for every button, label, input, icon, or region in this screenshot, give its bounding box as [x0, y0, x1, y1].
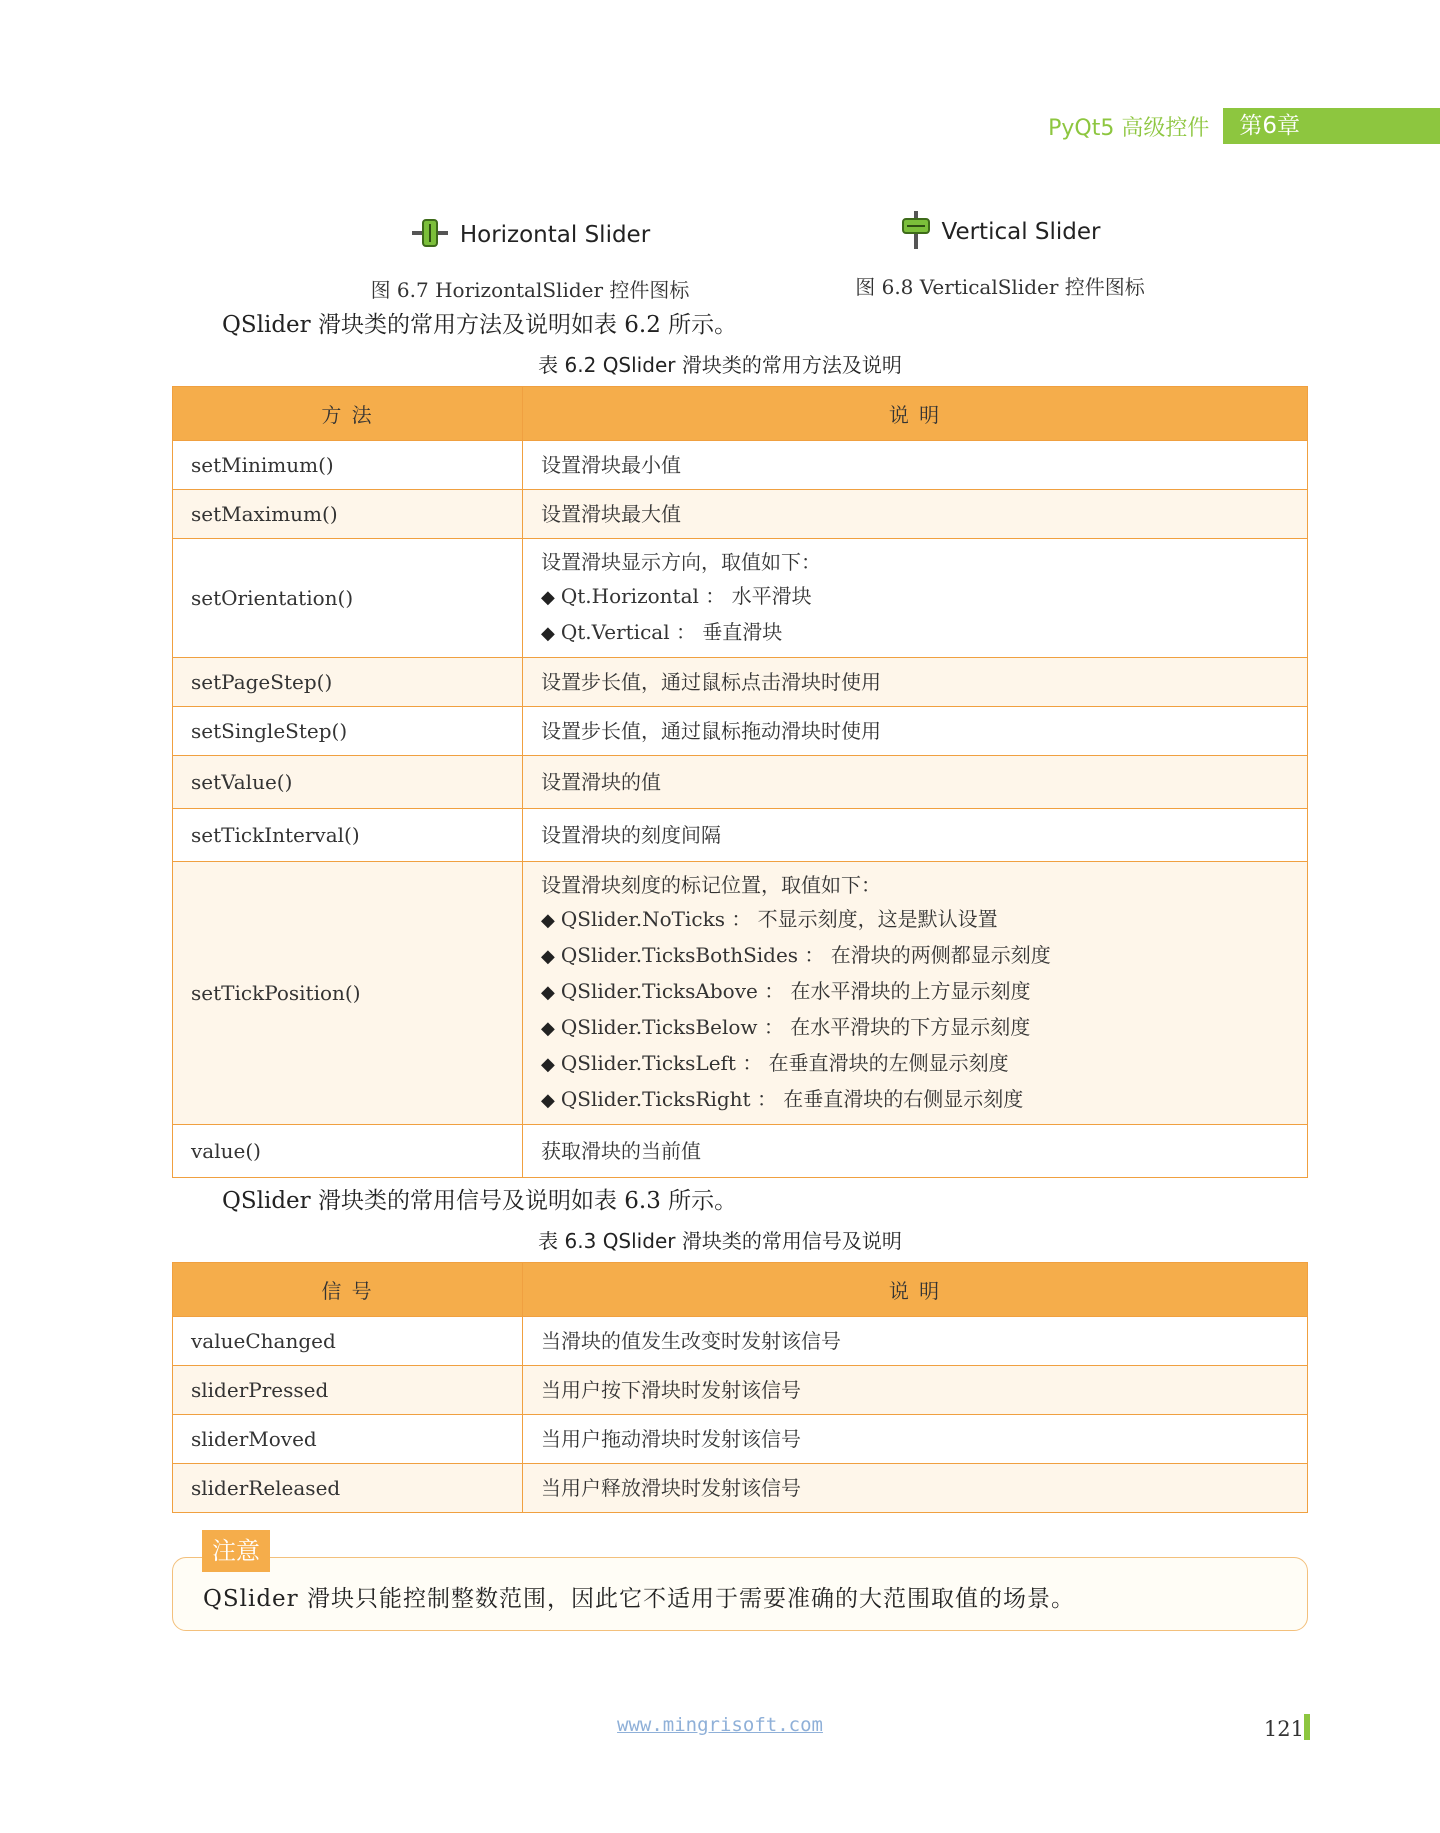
page-number-bar — [1304, 1714, 1310, 1740]
method-name: setTickInterval() — [173, 809, 523, 862]
method-description: 获取滑块的当前值 — [523, 1125, 1308, 1178]
table-row — [173, 707, 1308, 756]
table-row — [173, 756, 1308, 809]
intro-paragraph-methods: QSlider 滑块类的常用方法及说明如表 6.2 所示。 — [222, 312, 738, 338]
table-header-row — [173, 1263, 1308, 1317]
signal-name: sliderPressed — [173, 1366, 523, 1415]
book-section-title: PyQt5 高级控件 — [1048, 115, 1210, 141]
figure-label: Horizontal Slider — [459, 222, 651, 248]
table-row — [173, 1415, 1308, 1464]
bullet-item: ◆ QSlider.TicksAbove ： 在水平滑块的上方显示刻度 — [541, 974, 1289, 1010]
bullet-item: ◆ QSlider.NoTicks ： 不显示刻度，这是默认设置 — [541, 902, 1289, 938]
method-description: 设置滑块最小值 — [523, 441, 1308, 490]
method-name: setMaximum() — [173, 490, 523, 539]
page-header — [1048, 108, 1440, 144]
bullet-item: ◆ QSlider.TicksLeft ： 在垂直滑块的左侧显示刻度 — [541, 1046, 1289, 1082]
method-description — [523, 539, 1308, 658]
signal-name: valueChanged — [173, 1317, 523, 1366]
note-tag: 注意 — [202, 1530, 270, 1572]
table-row — [173, 809, 1308, 862]
method-name: value() — [173, 1125, 523, 1178]
column-header-description: 说 明 — [523, 387, 1308, 441]
signal-description: 当用户拖动滑块时发射该信号 — [523, 1415, 1308, 1464]
footer-website-link[interactable]: www.mingrisoft.com — [617, 1714, 823, 1736]
page-number: 121 — [1263, 1717, 1304, 1741]
bullet-item: ◆ QSlider.TicksBothSides ： 在滑块的两侧都显示刻度 — [541, 938, 1289, 974]
note-box — [172, 1557, 1308, 1631]
table-row — [173, 539, 1308, 658]
method-name: setTickPosition() — [173, 862, 523, 1125]
table-title-signals: 表 6.3 QSlider 滑块类的常用信号及说明 — [538, 1229, 902, 1253]
table-row — [173, 1125, 1308, 1178]
chapter-badge: 第6章 — [1223, 108, 1440, 144]
table-row — [173, 1366, 1308, 1415]
column-header-signal: 信 号 — [173, 1263, 523, 1317]
figure-label: Vertical Slider — [941, 219, 1101, 245]
signal-description: 当用户释放滑块时发射该信号 — [523, 1464, 1308, 1513]
method-description: 设置步长值，通过鼠标点击滑块时使用 — [523, 658, 1308, 707]
table-row — [173, 490, 1308, 539]
table-row — [173, 441, 1308, 490]
method-description: 设置滑块的刻度间隔 — [523, 809, 1308, 862]
method-name: setValue() — [173, 756, 523, 809]
table-title-methods: 表 6.2 QSlider 滑块类的常用方法及说明 — [538, 353, 902, 377]
bullet-item: ◆ QSlider.TicksBelow ： 在水平滑块的下方显示刻度 — [541, 1010, 1289, 1046]
method-description: 设置滑块的值 — [523, 756, 1308, 809]
methods-table — [172, 386, 1308, 1178]
signal-description: 当滑块的值发生改变时发射该信号 — [523, 1317, 1308, 1366]
note-text: QSlider 滑块只能控制整数范围，因此它不适用于需要准确的大范围取值的场景。 — [203, 1586, 1075, 1612]
method-description: 设置滑块最大值 — [523, 490, 1308, 539]
table-row — [173, 1464, 1308, 1513]
method-name: setPageStep() — [173, 658, 523, 707]
method-name: setSingleStep() — [173, 707, 523, 756]
figure-horizontal-slider — [340, 210, 720, 303]
figure-caption: 图 6.8 VerticalSlider 控件图标 — [855, 275, 1145, 299]
signals-table — [172, 1262, 1308, 1513]
figure-vertical-slider — [810, 207, 1190, 300]
bullet-item: ◆ QSlider.TicksRight ： 在垂直滑块的右侧显示刻度 — [541, 1082, 1289, 1118]
figure-caption: 图 6.7 HorizontalSlider 控件图标 — [370, 278, 690, 302]
table-row — [173, 1317, 1308, 1366]
bullet-item: ◆ Qt.Horizontal ： 水平滑块 — [541, 579, 1289, 615]
signal-name: sliderReleased — [173, 1464, 523, 1513]
table-row — [173, 862, 1308, 1125]
table-row — [173, 658, 1308, 707]
column-header-method: 方 法 — [173, 387, 523, 441]
signal-description: 当用户按下滑块时发射该信号 — [523, 1366, 1308, 1415]
method-description: 设置步长值，通过鼠标拖动滑块时使用 — [523, 707, 1308, 756]
intro-paragraph-signals: QSlider 滑块类的常用信号及说明如表 6.3 所示。 — [222, 1188, 738, 1214]
horizontal-slider-icon — [410, 217, 450, 253]
method-name: setMinimum() — [173, 441, 523, 490]
bullet-item: ◆ Qt.Vertical ： 垂直滑块 — [541, 615, 1289, 651]
signal-name: sliderMoved — [173, 1415, 523, 1464]
description-line: 设置滑块显示方向，取值如下： — [541, 550, 821, 574]
method-name: setOrientation() — [173, 539, 523, 658]
column-header-description: 说 明 — [523, 1263, 1308, 1317]
vertical-slider-icon — [900, 209, 932, 255]
description-line: 设置滑块刻度的标记位置，取值如下： — [541, 873, 881, 897]
table-header-row — [173, 387, 1308, 441]
method-description — [523, 862, 1308, 1125]
